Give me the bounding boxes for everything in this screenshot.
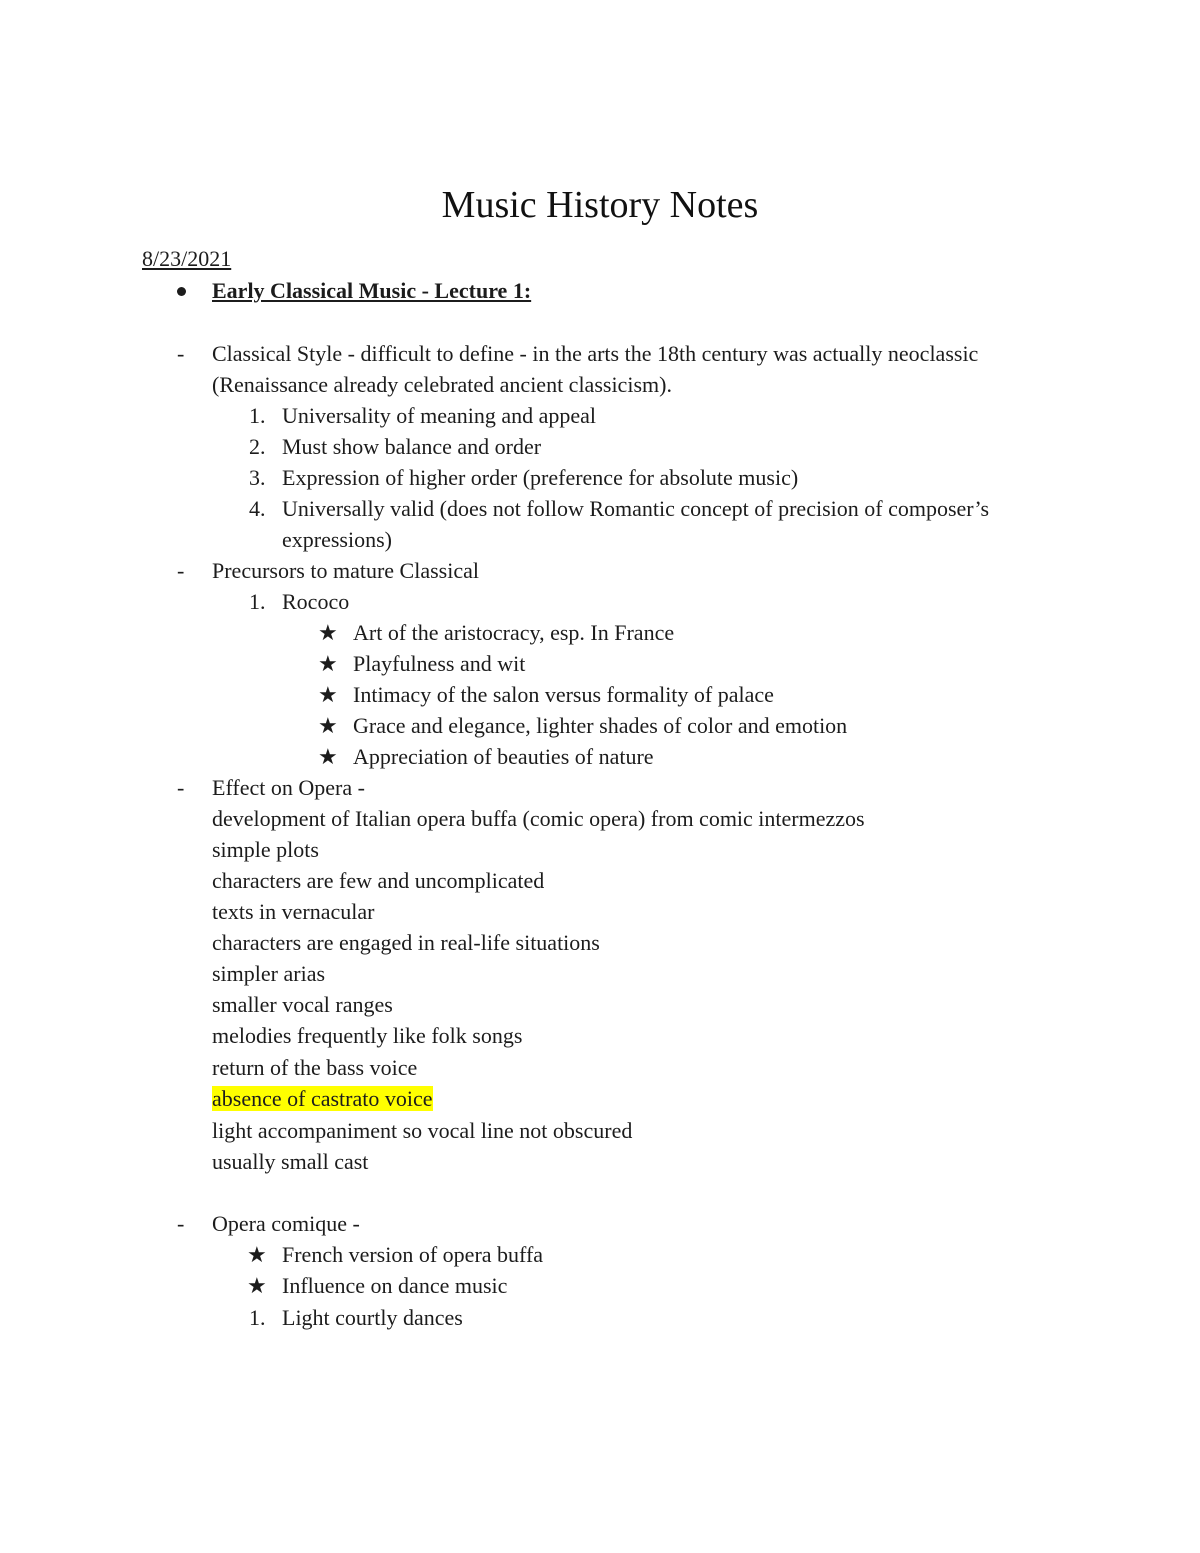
star-icon: ★ xyxy=(318,744,338,769)
star-icon: ★ xyxy=(318,620,338,645)
opera-detail-line: texts in vernacular xyxy=(212,899,375,924)
star-icon: ★ xyxy=(247,1273,267,1298)
list-item-continuation: expressions) xyxy=(282,527,392,552)
star-icon: ★ xyxy=(247,1242,267,1267)
list-number: 1. xyxy=(249,1305,266,1330)
classical-style-line-1: Classical Style - difficult to define - in the arts the 18th century was actually neoclassic xyxy=(212,341,979,366)
dash-marker: - xyxy=(177,341,185,366)
opera-line: Effect on Opera - xyxy=(212,775,365,800)
highlighted-text: absence of castrato voice xyxy=(212,1086,433,1111)
opera-detail-line: simple plots xyxy=(212,837,319,862)
list-number: 3. xyxy=(249,465,266,490)
star-icon: ★ xyxy=(318,651,338,676)
opera-detail-line: development of Italian opera buffa (comic opera) from comic intermezzos xyxy=(212,806,865,831)
list-item: Universality of meaning and appeal xyxy=(282,403,597,428)
list-item: Must show balance and order xyxy=(282,434,542,459)
list-item-rococo: Rococo xyxy=(282,589,350,614)
list-number: 1. xyxy=(249,403,266,428)
opera-detail-line: melodies frequently like folk songs xyxy=(212,1023,523,1048)
date-label: 8/23/2021 xyxy=(142,246,232,271)
list-item: Universally valid (does not follow Romantic concept of precision of composer’s xyxy=(282,496,990,521)
precursors-line: Precursors to mature Classical xyxy=(212,558,479,583)
comique-line: Opera comique - xyxy=(212,1211,360,1236)
star-item: Influence on dance music xyxy=(282,1273,508,1298)
opera-detail-line: return of the bass voice xyxy=(212,1055,418,1080)
list-number: 4. xyxy=(249,496,266,521)
star-icon: ★ xyxy=(318,682,338,707)
classical-style-line-2: (Renaissance already celebrated ancient classicism). xyxy=(212,372,672,397)
page-title: Music History Notes xyxy=(441,184,759,226)
star-icon: ★ xyxy=(318,713,338,738)
star-item: French version of opera buffa xyxy=(282,1242,544,1267)
list-item: Expression of higher order (preference for absolute music) xyxy=(282,465,799,490)
opera-detail-line: light accompaniment so vocal line not obscured xyxy=(212,1118,633,1143)
dash-marker: - xyxy=(177,1211,185,1236)
dash-marker: - xyxy=(177,775,185,800)
list-number: 2. xyxy=(249,434,266,459)
star-item: Playfulness and wit xyxy=(353,651,526,676)
star-item: Art of the aristocracy, esp. In France xyxy=(353,620,675,645)
list-item: Light courtly dances xyxy=(282,1305,463,1330)
star-item: Appreciation of beauties of nature xyxy=(353,744,654,769)
bullet-dot-icon xyxy=(177,287,186,296)
star-item: Intimacy of the salon versus formality of palace xyxy=(353,682,774,707)
opera-detail-line: simpler arias xyxy=(212,961,326,986)
star-item: Grace and elegance, lighter shades of color and emotion xyxy=(353,713,848,738)
opera-detail-line: smaller vocal ranges xyxy=(212,992,393,1017)
opera-detail-line: usually small cast xyxy=(212,1149,369,1174)
lecture-heading: Early Classical Music - Lecture 1: xyxy=(212,278,532,303)
dash-marker: - xyxy=(177,558,185,583)
list-number: 1. xyxy=(249,589,266,614)
opera-detail-line: characters are engaged in real-life situations xyxy=(212,930,600,955)
opera-detail-highlighted-line xyxy=(212,1083,433,1114)
opera-detail-line: characters are few and uncomplicated xyxy=(212,868,545,893)
